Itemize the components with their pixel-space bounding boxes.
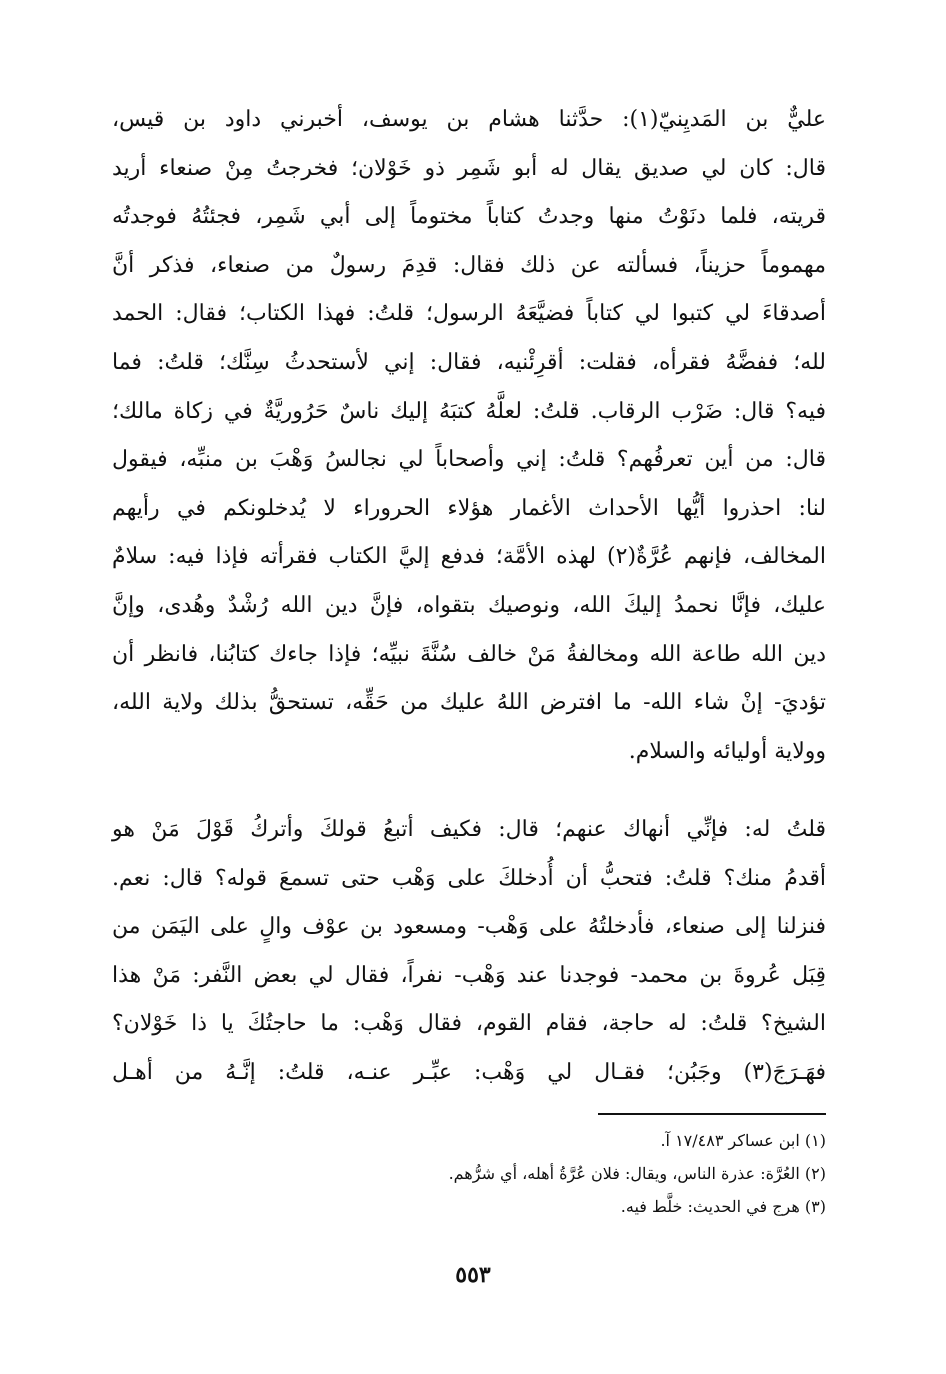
footnote-1: (١) ابن عساكر ١٧/٤٨٣ آ. [660,1131,826,1150]
text-line: دين الله طاعة الله ومخالفةُ مَنْ خالف سُنَّةَ نبيِّه؛ فإذا جاءك كتابُنا، فانظر أن [112,641,826,667]
text-line: أصدقاءَ لي كتبوا لي كتاباً فضيَّعَهُ الرسول؛ قلتُ: فهذا الكتاب؛ فقال: الحمد [112,301,826,327]
footnote-2: (٢) العُرَّة: عذرة الناس، ويقال: فلان عُرَّةُ أهله، أي شرُّهم. [448,1164,826,1183]
text-line: مهموماً حزيناً، فسألته عن ذلك فقال: قدِمَ رسولٌ من صنعاء، فذكر أنَّ [112,252,826,278]
footnote-divider [598,1113,826,1115]
main-paragraph-2 [112,806,826,1098]
text-line: أقدمُ منك؟ قلتُ: فتحبُّ أن أُدخلكَ على وَهْب حتى تسمعَ قوله؟ قال: نعم. [112,865,826,891]
footnotes [226,1124,826,1223]
text-line: فيه؟ قال: ضَرْب الرقاب. قلتُ: لعلَّهُ كتبَهُ إليك ناسٌ حَرُوريَّةٌ في زكاة مالك؛ [112,398,826,424]
text-line: قِبَل عُروةَ بن محمد- فوجدنا عند وَهْب- نفراً، فقال لي بعض النَّفر: مَنْ هذا [112,962,826,988]
text-line: لله؛ ففضَّهُ فقرأه، فقلت: أقرِئْنيه، فقال: إني لأستحدثُ سِنَّك؛ قلتُ: فما [112,349,826,375]
main-paragraph-1 [112,96,826,776]
page-number: ٥٥٣ [455,1262,491,1288]
text-line: تؤديَ- إنْ شاء الله- ما افترض اللهُ عليك من حَقِّه، تستحقُّ بذلك ولاية الله، [112,690,826,716]
text-line: قلتُ له: فإنِّي أنهاك عنهم؛ قال: فكيف أتبعُ قولكَ وأتركُ قَوْلَ مَنْ هو [112,817,826,842]
text-line: وولاية أوليائه والسلام. [628,738,826,764]
text-line: قال: من أين تعرفُهم؟ قلتُ: إني وأصحاباً لي نجالسُ وَهْبَ بن منبِّه، فيقول [112,447,826,473]
footnote-3: (٣) هرج في الحديث: خلَّط فيه. [620,1197,826,1216]
text-line: عليك، فإنَّا نحمدُ إليكَ الله، ونوصيك بتقواه، فإنَّ دين الله رُشْدٌ وهُدى، وإنَّ [112,592,826,618]
text-line: عليٌّ بن المَديِنيّ(١): حدَّثنا هشام بن يوسف، أخبرني داود بن قيس، [112,107,826,132]
text-line: المخالف، فإنهم عُرَّةٌ(٢) لهذه الأمَّة؛ فدفع إليَّ الكتاب فقرأته فإذا فيه: سلامٌ [112,544,826,570]
text-line: الشيخ؟ قلتُ: له حاجة، فقام القوم، فقال وَهْب: ما حاجتُكَ يا ذا خَوْلان؟ [112,1011,826,1037]
text-line: فنزلنا إلى صنعاء، فأدخلتُهُ على وَهْب- ومسعود بن عوْف والٍ على اليَمَن من [112,914,826,940]
text-line: قال: كان لي صديق يقال له أبو شَمِر ذو خَوْلان؛ فخرجتُ مِنْ صنعاء أريد [112,155,826,181]
text-line: فهَـرَجَ(٣) وجَبُن؛ فقـال لي وَهْب: عبِّـر عنـه، قلتُ: إنَّـهُ من أهـل [112,1059,826,1085]
text-line: قريته، فلما دنَوْتُ منها وجدتُ كتاباً مختوماً إلى أبي شَمِر، فجئتُهُ فوجدتُه [112,204,826,230]
text-line: لنا: احذروا أيُّها الأحداث الأغمار هؤلاء الحروراء لا يُدخلونكم في رأيهم [112,495,826,521]
